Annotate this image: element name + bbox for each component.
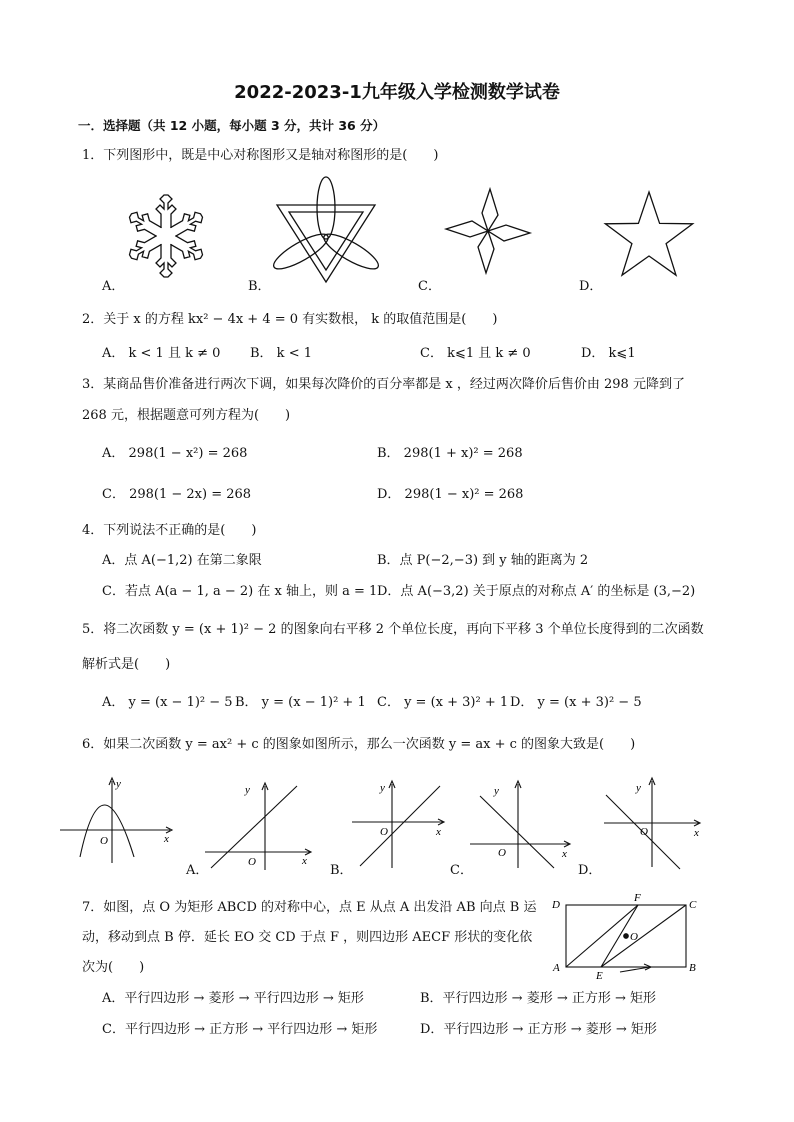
q6-label-a: A．	[186, 863, 209, 878]
axis-x-label: x	[694, 827, 699, 839]
q7-option-c: C．平行四边形 → 正方形 → 平行四边形 → 矩形	[102, 1022, 378, 1037]
q1-label-b: B．	[248, 279, 271, 294]
point-e-label: E	[596, 970, 603, 982]
q1-label-d: D．	[579, 279, 603, 294]
q4-option-b: B．点 P(−2,−3) 到 y 轴的距离为 2	[377, 553, 589, 568]
q6-option-c-graph	[470, 778, 580, 870]
q5-option-d: D． y = (x + 3)² − 5	[510, 695, 642, 710]
q1-stem: 1．下列图形中，既是中心对称图形又是轴对称图形的是( )	[82, 148, 439, 163]
point-d-label: D	[552, 899, 560, 911]
origin-label: O	[100, 835, 108, 847]
q5-option-c: C． y = (x + 3)² + 1	[377, 695, 509, 710]
q1-figure-c-pinwheel	[440, 183, 536, 279]
q6-option-a-graph	[205, 780, 313, 872]
q3-option-c: C． 298(1 − 2x) = 268	[102, 487, 252, 502]
q1-figure-a-snowflake	[126, 193, 206, 279]
q7-stem-line2: 动，移动到点 B 停．延长 EO 交 CD 于点 F ，则四边形 AECF 形状的变化依	[82, 930, 533, 945]
q6-option-d-graph	[600, 775, 710, 870]
axis-y-label: y	[494, 785, 499, 797]
q1-figure-d-star	[603, 190, 695, 282]
point-b-label: B	[689, 962, 696, 974]
page-title: 2022-2023-1九年级入学检测数学试卷	[234, 82, 560, 103]
axis-y-label: y	[116, 778, 121, 790]
axis-y-label: y	[636, 782, 641, 794]
q6-parabola-graph	[60, 775, 175, 865]
q3-option-a: A． 298(1 − x²) = 268	[102, 446, 248, 461]
axis-y-label: y	[380, 782, 385, 794]
section-heading: 一．选择题（共 12 小题，每小题 3 分，共计 36 分）	[78, 118, 386, 133]
q3-option-d: D． 298(1 − x)² = 268	[377, 487, 524, 502]
q6-label-b: B．	[330, 863, 353, 878]
q4-option-a: A．点 A(−1,2) 在第二象限	[102, 553, 262, 568]
q6-option-b-graph	[352, 778, 452, 870]
q1-figure-b-triangle-petals	[273, 175, 379, 287]
axis-x-label: x	[436, 826, 441, 838]
q2-option-b: B． k < 1	[250, 346, 312, 361]
axis-x-label: x	[562, 848, 567, 860]
q1-label-c: C．	[418, 279, 441, 294]
q5-option-b: B． y = (x − 1)² + 1	[235, 695, 366, 710]
q4-stem: 4．下列说法不正确的是( )	[82, 523, 257, 538]
q6-stem: 6．如果二次函数 y = ax² + c 的图象如图所示，那么一次函数 y = ax + c 的图象大致是( )	[82, 737, 636, 752]
q2-option-d: D． k⩽1	[581, 346, 636, 361]
point-c-label: C	[689, 899, 697, 911]
origin-label: O	[248, 856, 256, 868]
q4-option-d: D．点 A(−3,2) 关于原点的对称点 A′ 的坐标是 (3,−2)	[377, 584, 696, 599]
q7-stem-line3: 次为( )	[82, 960, 145, 975]
q3-stem-line2: 268 元，根据题意可列方程为( )	[82, 408, 291, 423]
origin-label: O	[380, 826, 388, 838]
origin-label: O	[498, 847, 506, 859]
origin-label: O	[640, 826, 648, 838]
axis-x-label: x	[302, 855, 307, 867]
q3-option-b: B． 298(1 + x)² = 268	[377, 446, 523, 461]
q3-stem-line1: 3．某商品售价准备进行两次下调，如果每次降价的百分率都是 x ，经过两次降价后售价由 298 元降到了	[82, 377, 685, 392]
q6-label-d: D．	[578, 863, 602, 878]
q4-option-c: C．若点 A(a − 1, a − 2) 在 x 轴上，则 a = 1	[102, 584, 378, 599]
q7-rectangle-figure	[550, 892, 700, 982]
point-a-label: A	[553, 962, 560, 974]
q7-option-a: A．平行四边形 → 菱形 → 平行四边形 → 矩形	[102, 991, 364, 1006]
q5-stem-line2: 解析式是( )	[82, 657, 171, 672]
q5-stem-line1: 5．将二次函数 y = (x + 1)² − 2 的图象向右平移 2 个单位长度，再向下平移 3 个单位长度得到的二次函数	[82, 622, 704, 637]
q1-label-a: A．	[102, 279, 125, 294]
q7-option-b: B．平行四边形 → 菱形 → 正方形 → 矩形	[420, 991, 657, 1006]
q2-stem: 2．关于 x 的方程 kx² − 4x + 4 = 0 有实数根， k 的取值范围是( )	[82, 312, 498, 327]
point-f-label: F	[634, 892, 641, 904]
axis-y-label: y	[245, 784, 250, 796]
q2-option-c: C． k⩽1 且 k ≠ 0	[420, 346, 531, 361]
axis-x-label: x	[164, 833, 169, 845]
point-o-label: O	[630, 931, 638, 943]
q7-option-d: D．平行四边形 → 正方形 → 菱形 → 矩形	[420, 1022, 657, 1037]
q7-stem-line1: 7．如图，点 O 为矩形 ABCD 的对称中心，点 E 从点 A 出发沿 AB 向点 B 运	[82, 900, 537, 915]
q5-option-a: A． y = (x − 1)² − 5	[102, 695, 233, 710]
q2-option-a: A． k < 1 且 k ≠ 0	[102, 346, 221, 361]
q6-label-c: C．	[450, 863, 473, 878]
